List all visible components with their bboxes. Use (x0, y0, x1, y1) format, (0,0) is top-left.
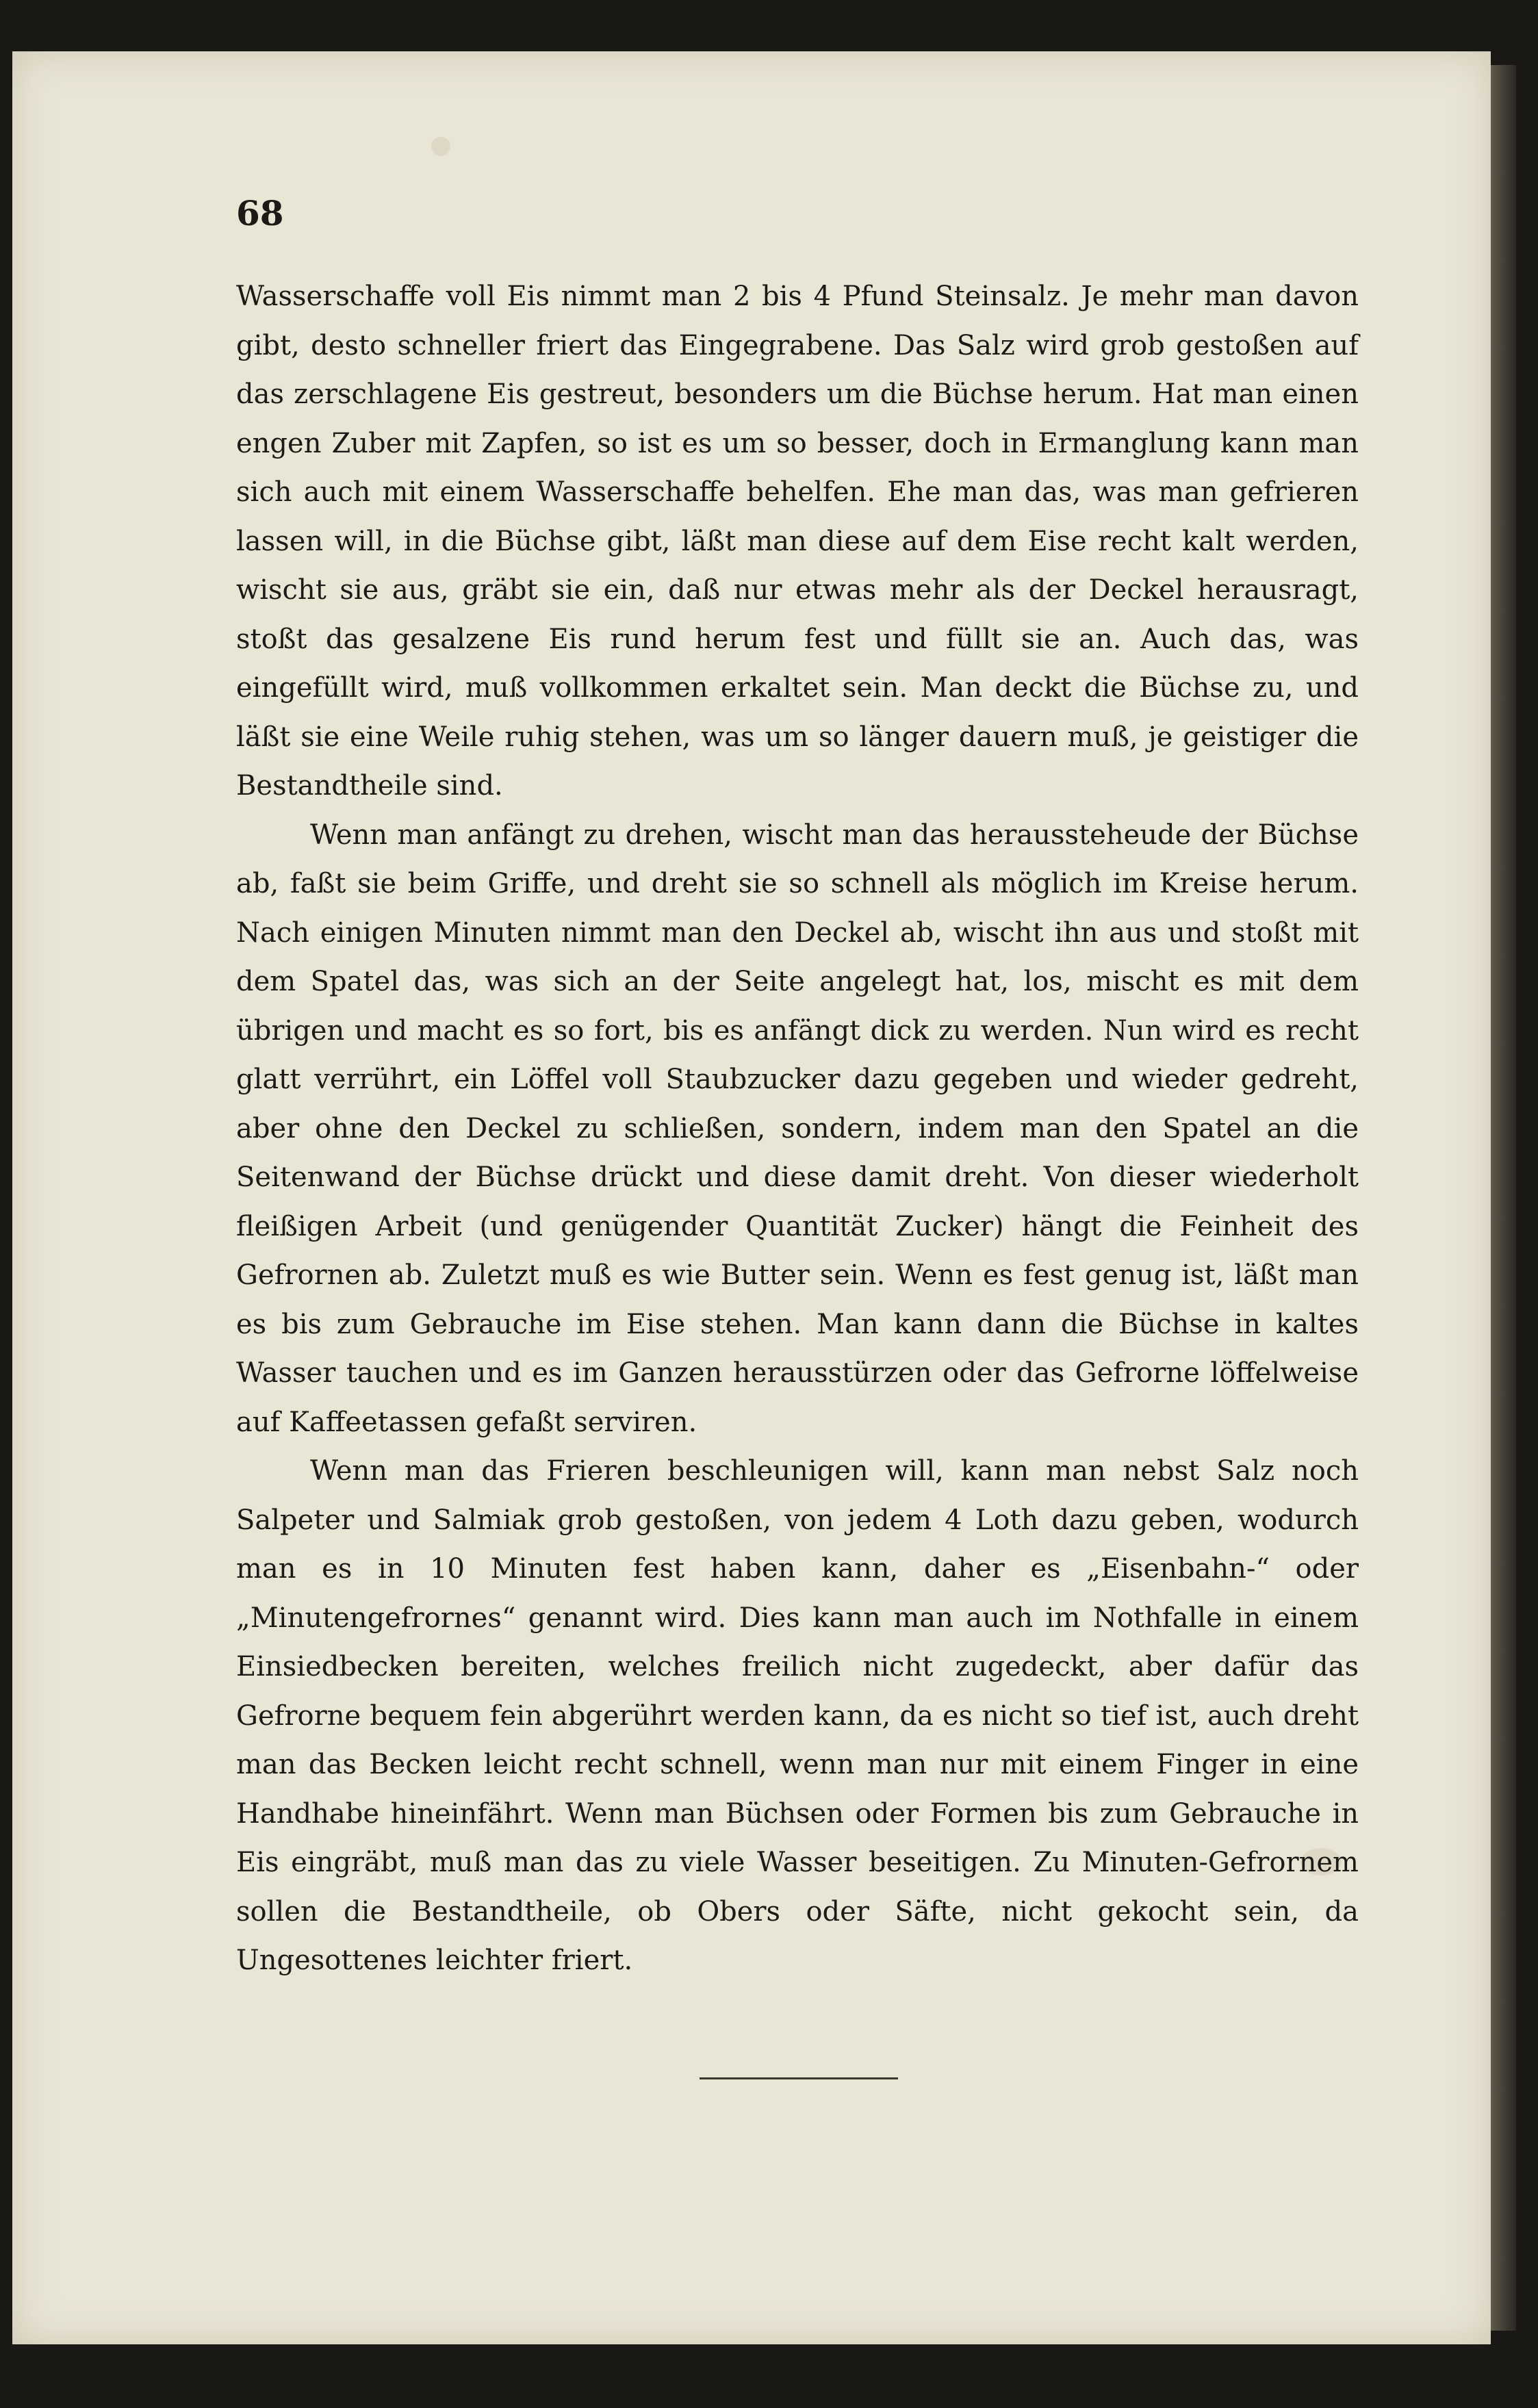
paragraph: Wasserschaffe voll Eis nimmt man 2 bis 4 Pfund Steinsalz. Je mehr man davon gibt, desto schneller friert das Eingegrabene. Das Salz wird grob gestoßen auf das zerschlagene Eis gestreut, besonders um die Büchse herum. Hat man einen engen Zuber mit Zapfen, so ist es um so besser, doch in Ermanglung kann man sich auch mit einem Wasserschaffe behelfen. Ehe man das, was man gefrieren lassen will, in die Büchse gibt, läßt man diese auf dem Eise recht kalt werden, wischt sie aus, gräbt sie ein, daß nur etwas mehr als der Deckel herausragt, stoßt das gesalzene Eis rund herum fest und füllt sie an. Auch das, was eingefüllt wird, muß vollkommen erkaltet sein. Man deckt die Büchse zu, und läßt sie eine Weile ruhig stehen, was um so länger dauern muß, je geistiger die Bestandtheile sind. (236, 281, 1359, 802)
section-divider (700, 2077, 898, 2079)
body-text (236, 272, 1359, 1986)
paragraph: Wenn man das Frieren beschleunigen will, kann man nebst Salz noch Salpeter und Salmiak grob gestoßen, von jedem 4 Loth dazu geben, wodurch man es in 10 Minuten fest haben kann, daher es „Eisenbahn-“ oder „Minutengefrornes“ genannt wird. Dies kann man auch im Nothfalle in einem Einsiedbecken bereiten, welches freilich nicht zugedeckt, aber dafür das Gefrorne bequem fein abgerührt werden kann, da es nicht so tief ist, auch dreht man das Becken leicht recht schnell, wenn man nur mit einem Finger in eine Handhabe hineinfährt. Wenn man Büchsen oder Formen bis zum Gebrauche in Eis eingräbt, muß man das zu viele Wasser beseitigen. Zu Minuten-Gefrornem sollen die Bestandtheile, ob Obers oder Säfte, nicht gekocht sein, da Ungesottenes leichter friert. (236, 1455, 1359, 1976)
paragraph: Wenn man anfängt zu drehen, wischt man das heraussteheude der Büchse ab, faßt sie beim Griffe, und dreht sie so schnell als möglich im Kreise herum. Nach einigen Minuten nimmt man den Deckel ab, wischt ihn aus und stoßt mit dem Spatel das, was sich an der Seite angelegt hat, los, mischt es mit dem übrigen und macht es so fort, bis es anfängt dick zu werden. Nun wird es recht glatt verrührt, ein Löffel voll Staubzucker dazu gegeben und wieder gedreht, aber ohne den Deckel zu schließen, sondern, indem man den Spatel an die Seitenwand der Büchse drückt und diese damit dreht. Von dieser wiederholt fleißigen Arbeit (und genügender Quantität Zucker) hängt die Feinheit des Gefrornen ab. Zuletzt muß es wie Butter sein. Wenn es fest genug ist, läßt man es bis zum Gebrauche im Eise stehen. Man kann dann die Büchse in kaltes Wasser tauchen und es im Ganzen herausstürzen oder das Gefrorne löffelweise auf Kaffeetassen gefaßt serviren. (236, 819, 1359, 1438)
paper-stain (431, 137, 450, 156)
page-number: 68 (236, 193, 284, 233)
